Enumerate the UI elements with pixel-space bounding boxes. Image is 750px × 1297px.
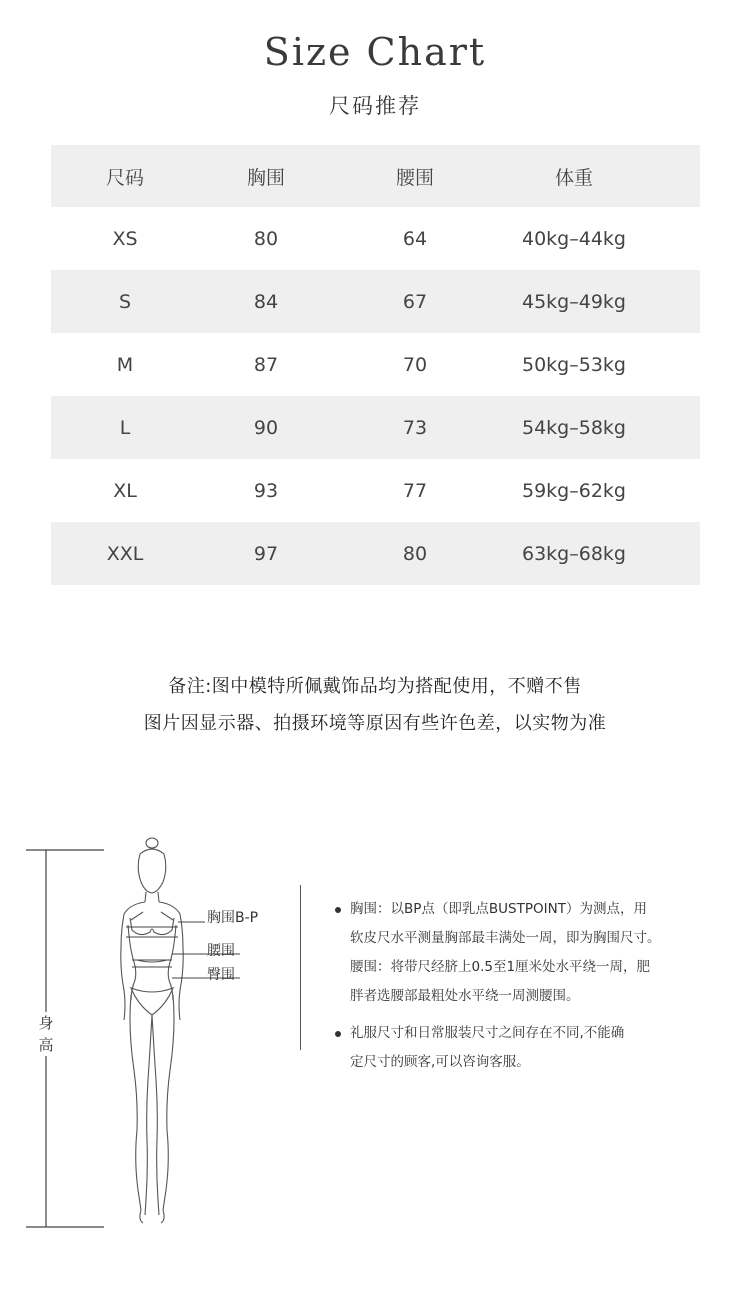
column-header-waist: 腰围 <box>395 166 434 189</box>
page-title: Size Chart <box>263 30 487 74</box>
size-cell: L <box>119 416 131 439</box>
bust-cell: 97 <box>253 542 279 565</box>
divider-line <box>300 885 301 1050</box>
table-row <box>51 333 700 396</box>
table-header-row <box>51 145 700 207</box>
waist-cell: 80 <box>402 542 428 565</box>
table-row <box>51 207 700 270</box>
measurement-instructions <box>335 895 725 1085</box>
column-header-bust: 胸围 <box>246 166 285 189</box>
bust-cell: 90 <box>253 416 279 439</box>
bust-cell: 93 <box>253 479 279 502</box>
size-cell: M <box>116 353 134 376</box>
table-row <box>51 270 700 333</box>
bullet-item <box>335 1019 725 1077</box>
size-cell: XXL <box>106 542 144 565</box>
bullet-line: 软皮尺水平测量胸部最丰满处一周，即为胸围尺寸。 <box>350 930 661 946</box>
weight-cell: 45kg–49kg <box>522 290 626 313</box>
size-cell: XS <box>112 227 138 250</box>
bust-label: 胸围B-P <box>207 910 259 926</box>
size-cell: S <box>118 290 132 313</box>
bullet-line: 礼服尺寸和日常服装尺寸之间存在不同,不能确 <box>350 1025 625 1041</box>
waist-label: 腰围 <box>207 943 235 959</box>
bullet-line: 胸围：以BP点（即乳点BUSTPOINT）为测点，用 <box>350 901 647 917</box>
bullet-text <box>350 895 661 1011</box>
model-outline-icon <box>121 838 183 1223</box>
bust-cell: 87 <box>253 353 279 376</box>
weight-cell: 40kg–44kg <box>522 227 626 250</box>
bullet-dot-icon <box>335 907 341 913</box>
table-row <box>51 459 700 522</box>
weight-cell: 59kg–62kg <box>522 479 626 502</box>
waist-cell: 64 <box>402 227 428 250</box>
bust-cell: 84 <box>253 290 279 313</box>
bullet-line: 腰围：将带尺经脐上0.5至1厘米处水平绕一周，肥 <box>350 959 651 975</box>
bullet-line: 定尺寸的顾客,可以咨询客服。 <box>350 1054 530 1070</box>
bullet-dot-icon <box>335 1031 341 1037</box>
bullet-text <box>350 1019 624 1077</box>
bust-cell: 80 <box>253 227 279 250</box>
hip-label: 臀围 <box>207 967 235 983</box>
column-header-size: 尺码 <box>105 166 144 189</box>
page-subtitle: 尺码推荐 <box>329 94 421 118</box>
waist-cell: 70 <box>402 353 428 376</box>
waist-cell: 67 <box>402 290 428 313</box>
bullet-item <box>335 895 725 1011</box>
note-line-1: 备注:图中模特所佩戴饰品均为搭配使用，不赠不售 <box>168 676 582 697</box>
waist-cell: 73 <box>402 416 428 439</box>
disclaimer-notes <box>0 668 750 742</box>
column-header-weight: 体重 <box>554 166 593 189</box>
height-label: 身高 <box>35 1012 57 1056</box>
weight-cell: 54kg–58kg <box>522 416 626 439</box>
weight-cell: 63kg–68kg <box>522 542 626 565</box>
bullet-line: 胖者选腰部最粗处水平绕一周测腰围。 <box>350 988 580 1004</box>
weight-cell: 50kg–53kg <box>522 353 626 376</box>
table-row <box>51 522 700 585</box>
table-row <box>51 396 700 459</box>
note-line-2: 图片因显示器、拍摄环境等原因有些许色差，以实物为准 <box>143 713 607 734</box>
size-table <box>51 145 700 585</box>
waist-cell: 77 <box>402 479 428 502</box>
size-cell: XL <box>113 479 137 502</box>
